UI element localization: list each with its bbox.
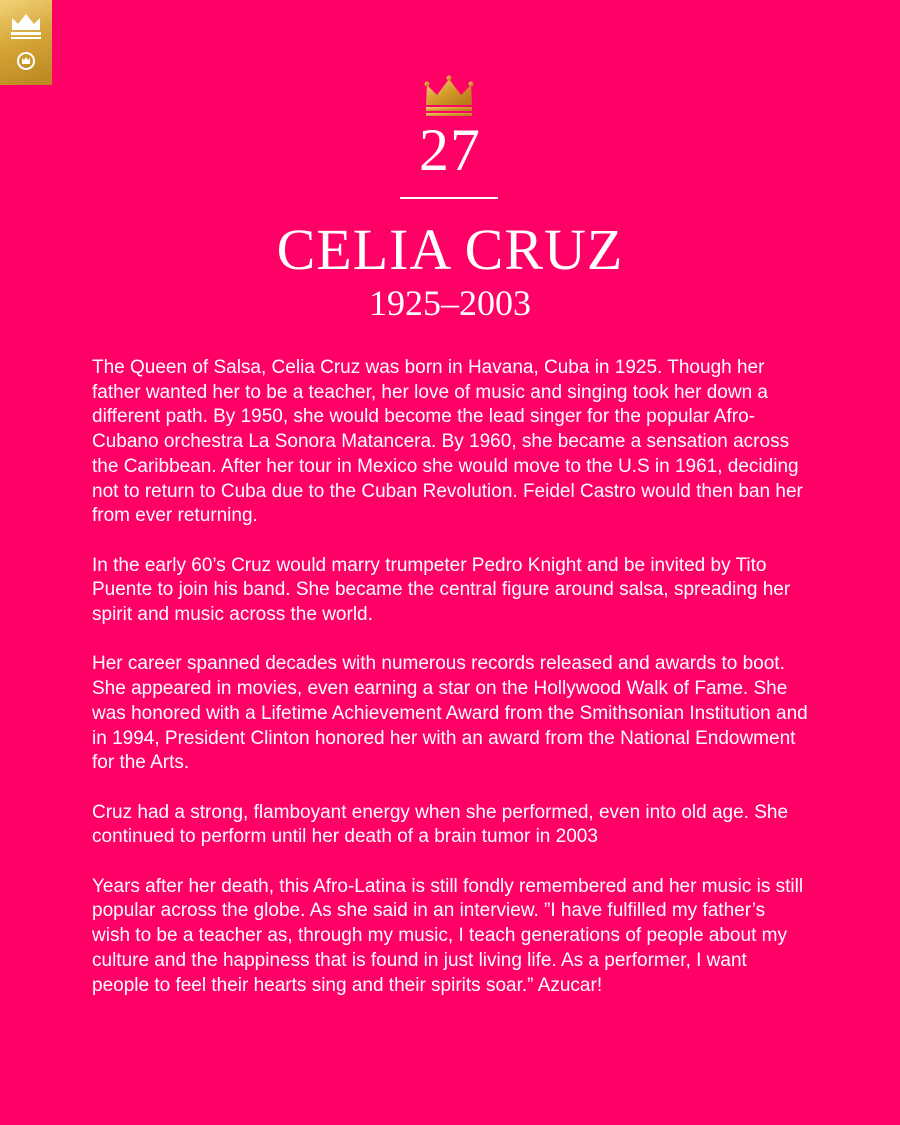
bio-paragraph: Cruz had a strong, flamboyant energy when she performed, even into old age. She continued to perform until her death of a brain tumor in 2003 [92,801,789,848]
bio-paragraph: In the early 60’s Cruz would marry trumpeter Pedro Knight and be invited by Tito Puente to join his band. She became the central figure around salsa, spreading her spirit and music across the world. [92,554,791,626]
biography [92,356,808,1023]
badge-icon [18,53,34,69]
title-divider [400,197,498,199]
entry-number: 27 [419,117,481,183]
entry-years: 1925–2003 [369,283,531,323]
bio-paragraph: Her career spanned decades with numerous records released and awards to boot. She appeared in movies, even earning a star on the Hollywood Walk of Fame. She was honored with a Lifetime Achievement Award from the Smithsonian Institution and in 1994, President Clinton honored her with an award from the National Endowment for the Arts. [92,653,808,774]
bio-paragraph: The Queen of Salsa, Celia Cruz was born in Havana, Cuba in 1925. Though her father wanted her to be a teacher, her love of music and singing took her down a different path. By 1950, she would become the lead singer for the popular Afro-Cubano orchestra La Sonora Matancera. By 1960, she became a sensation across the Caribbean. After her tour in Mexico she would move to the U.S in 1961, deciding not to return to Cuba due to the Cuban Revolution. Feidel Castro would then ban her from ever returning. [92,357,803,527]
brand-logo-tab [0,0,52,85]
crown-icon [423,75,475,119]
bio-paragraph: Years after her death, this Afro-Latina is still fondly remembered and her music is still popular across the globe. As she said in an interview. ”I have fulfilled my father’s wish to be a teacher as, through my music, I teach generations of people about my culture and the happiness that is found in just living life. As a performer, I want people to feel their hearts sing and their spirits soar.” Azucar! [92,875,804,996]
entry-name: CELIA CRUZ [276,217,624,282]
brand-crown-icon [0,0,52,85]
